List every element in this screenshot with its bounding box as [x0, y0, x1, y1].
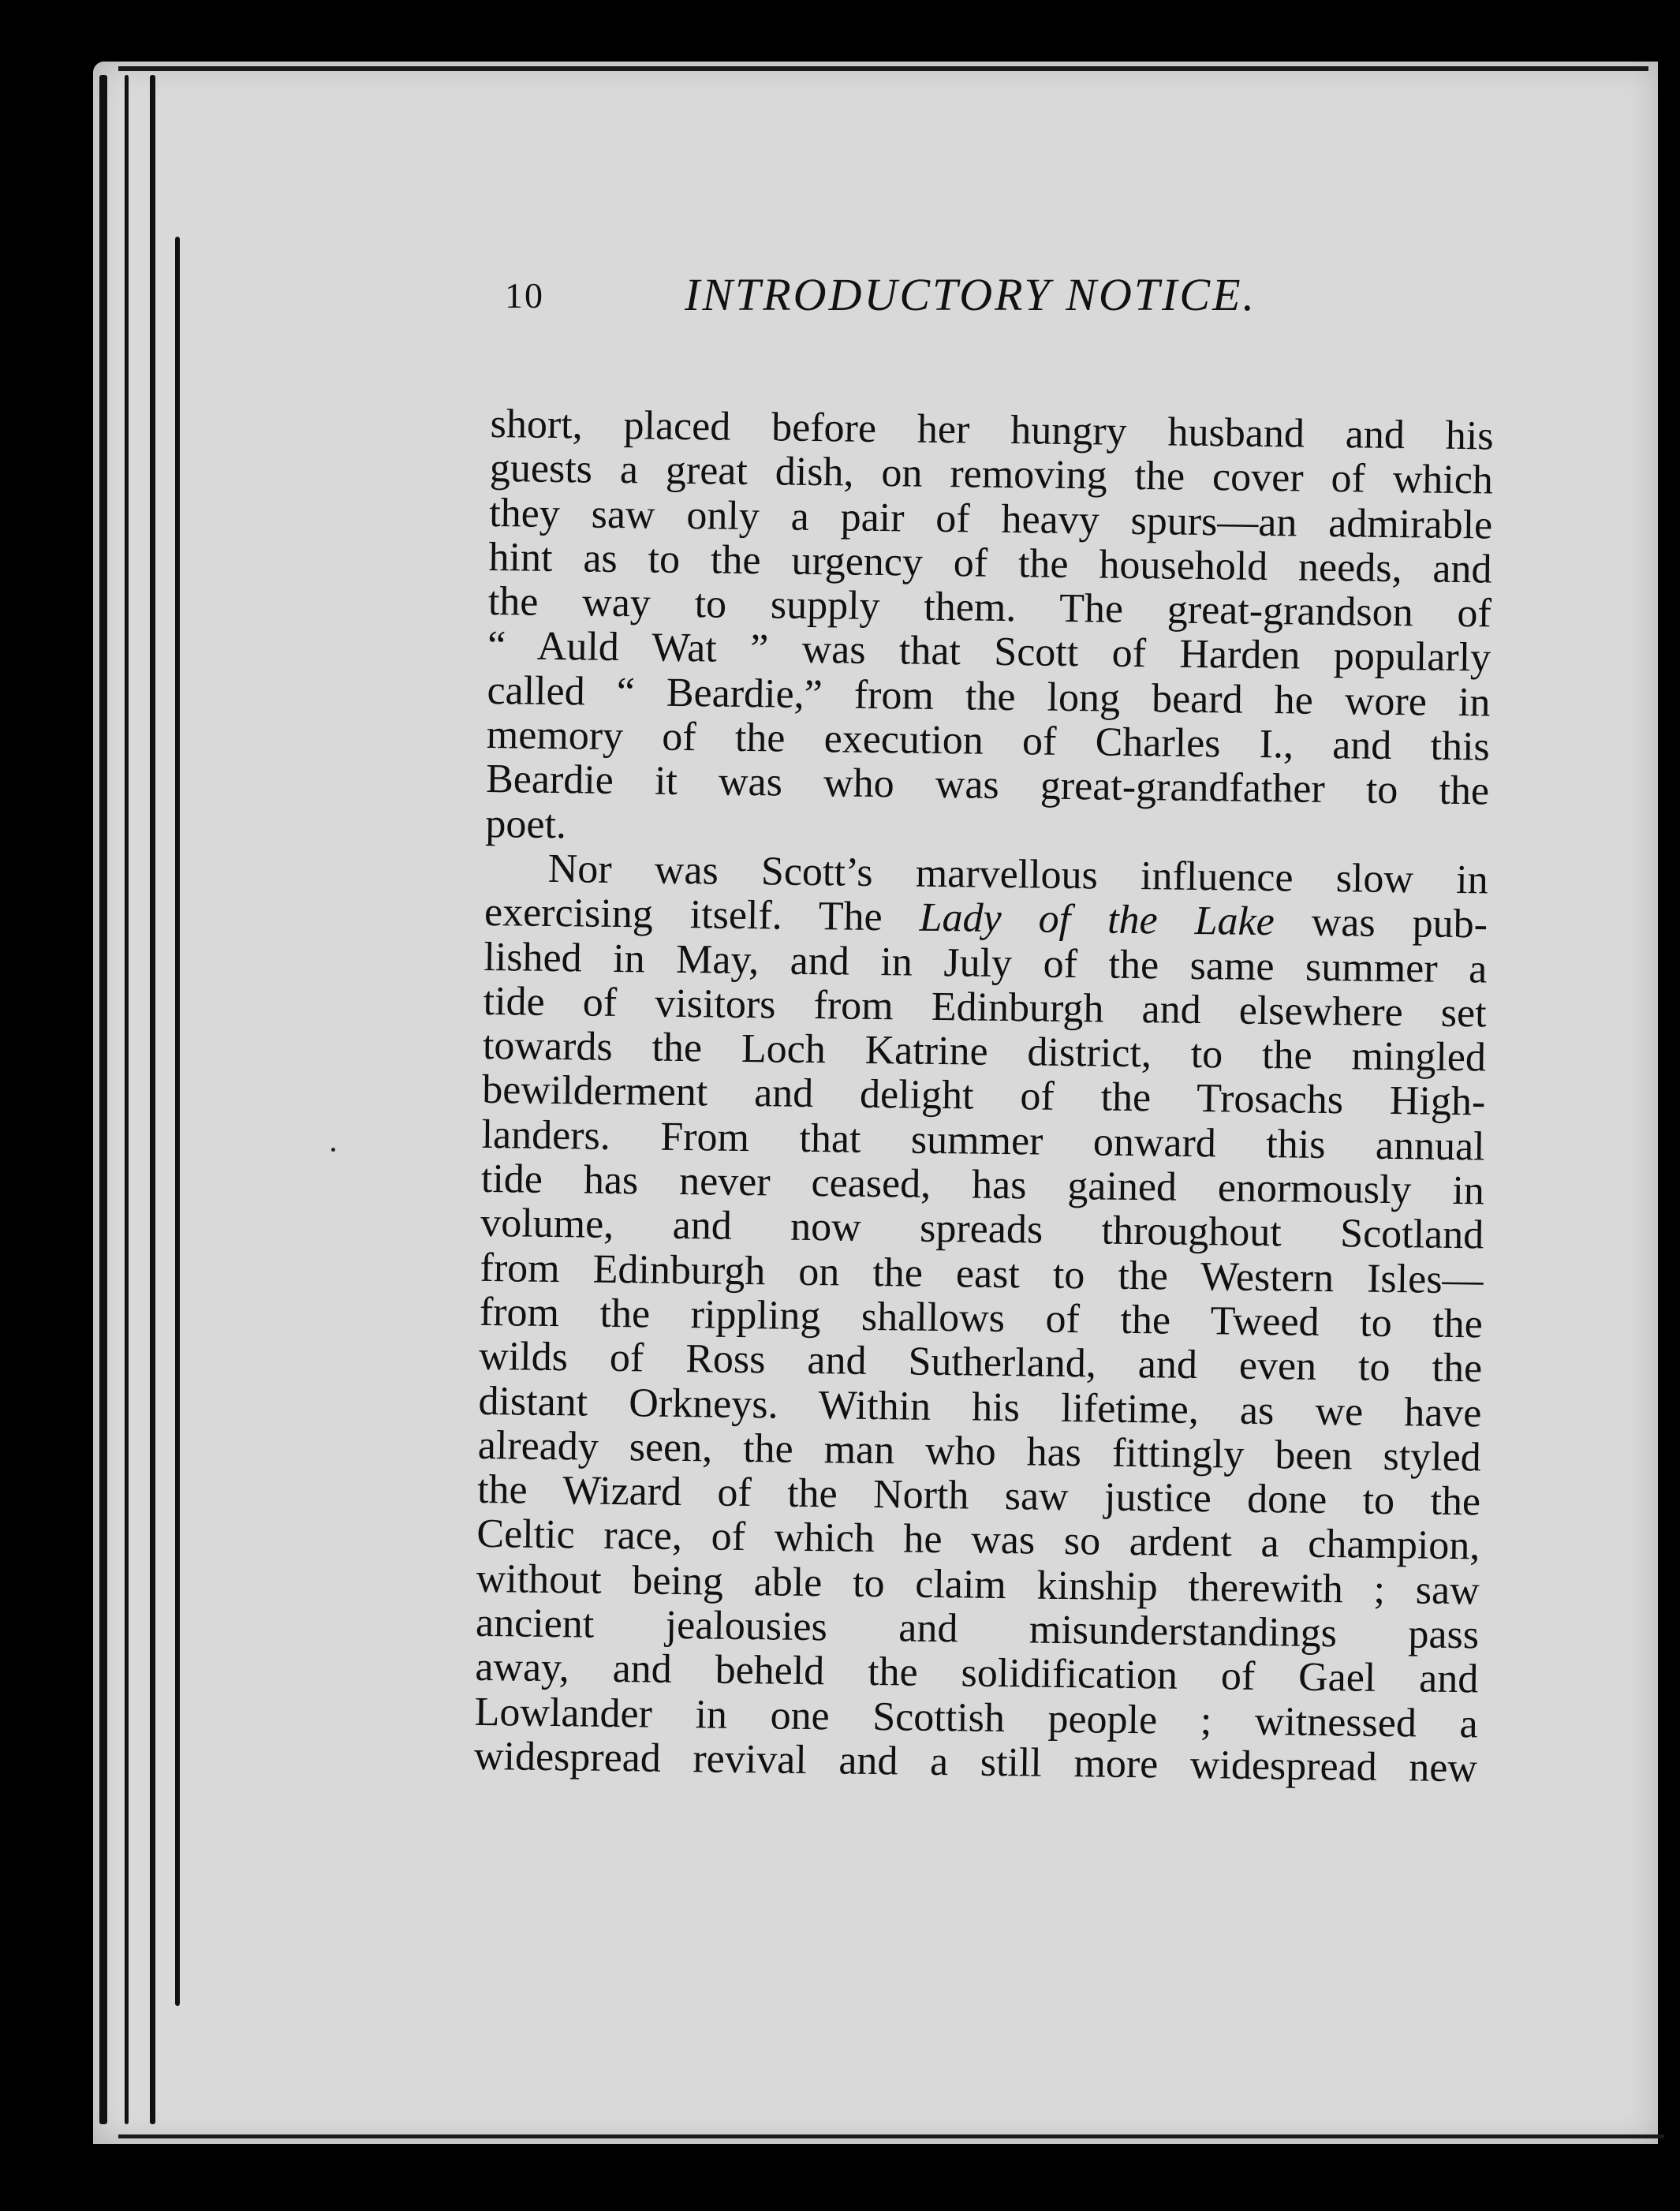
spine-edge [125, 75, 129, 2124]
text-line: ancient jealousies and misunderstandings pass [475, 1600, 1480, 1658]
text-line: short, placed before her hungry husband and his [490, 401, 1494, 459]
page-top-edge [118, 66, 1648, 71]
text-line: distant Orkneys. Within his lifetime, as we have [478, 1378, 1482, 1436]
text-line: tide has never ceased, has gained enormously in [480, 1156, 1485, 1214]
page-number: 10 [505, 275, 544, 316]
ink-speck [331, 1148, 335, 1152]
text-line: widespread revival and a still more widespread new [473, 1733, 1478, 1791]
text-line: already seen, the man who has fittingly been styled [477, 1422, 1482, 1481]
text-segment: exercising itself. The [483, 890, 883, 940]
text-line: “ Auld Wat ” was that Scott of Harden popularly [487, 623, 1491, 681]
text-line: Celtic race, of which he was so ardent a champion, [476, 1511, 1480, 1569]
book-title: Lady of the Lake [919, 894, 1275, 945]
text-line: the Wizard of the North saw justice done to the [476, 1467, 1481, 1525]
text-line: tide of visitors from Edinburgh and elsewhere set [483, 978, 1487, 1036]
text-line: Lowlander in one Scottish people ; witnessed a [474, 1689, 1478, 1747]
text-line: volume, and now spreads throughout Scotland [480, 1201, 1484, 1258]
text-line: called “ Beardie,” from the long beard he wore in [487, 667, 1491, 726]
text-line: landers. From that summer onward this annual [481, 1111, 1485, 1170]
spine-edge [175, 237, 180, 2006]
text-line: the way to supply them. The great-grandson of [487, 579, 1492, 637]
page-header [505, 268, 1325, 331]
text-line: bewilderment and delight of the Trosachs High- [481, 1067, 1486, 1125]
running-title: INTRODUCTORY NOTICE. [685, 269, 1257, 320]
text-line: without being able to claim kinship therewith ; saw [476, 1556, 1480, 1614]
text-line: from Edinburgh on the east to the Western Isles— [480, 1245, 1484, 1303]
text-line: from the rippling shallows of the Tweed to the [479, 1289, 1484, 1347]
text-line: they saw only a pair of heavy spurs—an admirable [488, 490, 1493, 548]
text-line: towards the Loch Katrine district, to the mingled [482, 1023, 1487, 1081]
text-segment: was pub- [1311, 900, 1488, 947]
spine-edge [150, 75, 155, 2124]
text-line: Beardie it was who was great-grandfather to the [485, 756, 1490, 814]
text-line: wilds of Ross and Sutherland, and even to the [478, 1334, 1483, 1391]
text-line: away, and beheld the solidification of Gael and [475, 1645, 1479, 1702]
text-line: hint as to the urgency of the household needs, and [488, 534, 1492, 592]
text-line: lished in May, and in July of the same summer a [483, 934, 1488, 992]
text-line: Nor was Scott’s marvellous influence slow in [547, 846, 1489, 903]
text-line: guests a great dish, on removing the cover of which [489, 446, 1494, 503]
text-line: memory of the execution of Charles I., and this [486, 712, 1491, 770]
text-line: poet. [485, 801, 567, 847]
page-bottom-edge [118, 2134, 1664, 2138]
body-text [474, 402, 1494, 1791]
spine-edge [99, 75, 107, 2124]
